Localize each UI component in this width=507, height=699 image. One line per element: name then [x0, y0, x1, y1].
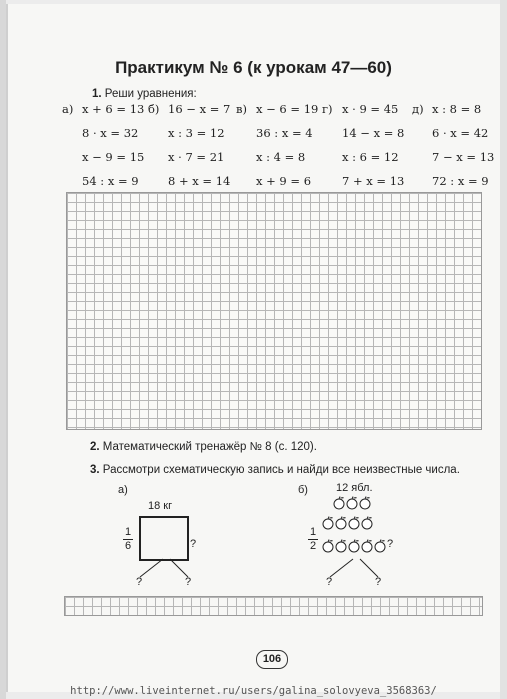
task-3 — [90, 464, 460, 476]
equation: x : 6 = 12 — [342, 150, 399, 164]
equation: 14 − x = 8 — [342, 126, 405, 140]
task-3a-fraction — [123, 527, 133, 552]
task-3a-unknown: ? — [190, 538, 197, 550]
equation: x : 8 = 8 — [432, 102, 482, 116]
apple-icon — [322, 539, 334, 553]
task-3a-marker: а) — [118, 484, 128, 496]
column-marker: в) — [236, 102, 247, 116]
task-3b-fraction-den: 2 — [309, 540, 317, 552]
equation: 54 : x = 9 — [82, 174, 139, 188]
column-marker: д) — [412, 102, 424, 116]
column-marker: г) — [322, 102, 333, 116]
task-3a-total-label: 18 кг — [148, 500, 173, 512]
task-3a-right-question: ? — [185, 576, 192, 588]
task-3b-fraction-num: 1 — [309, 526, 317, 538]
column-marker: а) — [62, 102, 74, 116]
answer-grid[interactable] — [66, 192, 482, 430]
apple-icon — [335, 539, 347, 553]
apple-icon — [333, 496, 345, 510]
apple-icon — [346, 496, 358, 510]
task-3b-total-label: 12 ябл. — [336, 482, 373, 494]
task-3-text: Рассмотри схематическую запись и найди все неизвестные числа. — [102, 464, 460, 476]
task-3a-fraction-den: 6 — [124, 540, 132, 552]
task-1-text: Реши уравнения: — [104, 88, 197, 100]
column-marker: б) — [148, 102, 160, 116]
apple-icon — [322, 516, 334, 530]
equation: 8 + x = 14 — [168, 174, 231, 188]
equation: 6 · x = 42 — [432, 126, 489, 140]
task-3b-left-question: ? — [326, 576, 333, 588]
apple-icon — [374, 539, 386, 553]
equation: 7 − x = 13 — [432, 150, 495, 164]
apple-icon — [348, 516, 360, 530]
task-3b-right-question: ? — [375, 576, 382, 588]
task-2 — [90, 441, 317, 453]
page-title: Практикум № 6 (к урокам 47—60) — [115, 58, 392, 77]
task-3b-unknown: ? — [387, 538, 394, 550]
apple-icon — [335, 516, 347, 530]
task-3-number: 3. — [90, 464, 100, 476]
equation: x − 6 = 19 — [256, 102, 319, 116]
task-2-text: Математический тренажёр № 8 (с. 120). — [102, 441, 317, 453]
apple-icon — [359, 496, 371, 510]
task-1-heading — [92, 88, 197, 100]
apple-icon — [348, 539, 360, 553]
equation: 16 − x = 7 — [168, 102, 231, 116]
answer-strip-grid[interactable] — [64, 596, 483, 616]
task-2-number: 2. — [90, 441, 100, 453]
apple-icon — [361, 539, 373, 553]
task-3a-fraction-num: 1 — [124, 526, 132, 538]
equation: x · 9 = 45 — [342, 102, 399, 116]
equation: x − 9 = 15 — [82, 150, 145, 164]
equation: 8 · x = 32 — [82, 126, 139, 140]
equation: x + 9 = 6 — [256, 174, 312, 188]
equation: 7 + x = 13 — [342, 174, 405, 188]
apple-icon — [361, 516, 373, 530]
task-3a-left-question: ? — [136, 576, 143, 588]
equation: 36 : x = 4 — [256, 126, 313, 140]
task-3a-square — [139, 516, 189, 561]
page-edge — [500, 0, 507, 699]
page-number: 106 — [256, 650, 288, 669]
task-3b-fraction — [308, 527, 318, 552]
equation: x + 6 = 13 — [82, 102, 145, 116]
watermark-url: http://www.liveinternet.ru/users/galina_solovyeva_3568363/ — [70, 685, 437, 697]
equation: x : 3 = 12 — [168, 126, 225, 140]
task-3b-marker: б) — [298, 484, 308, 496]
equation: 72 : x = 9 — [432, 174, 489, 188]
equation: x · 7 = 21 — [168, 150, 225, 164]
equation: x : 4 = 8 — [256, 150, 306, 164]
task-1-number: 1. — [92, 88, 102, 100]
